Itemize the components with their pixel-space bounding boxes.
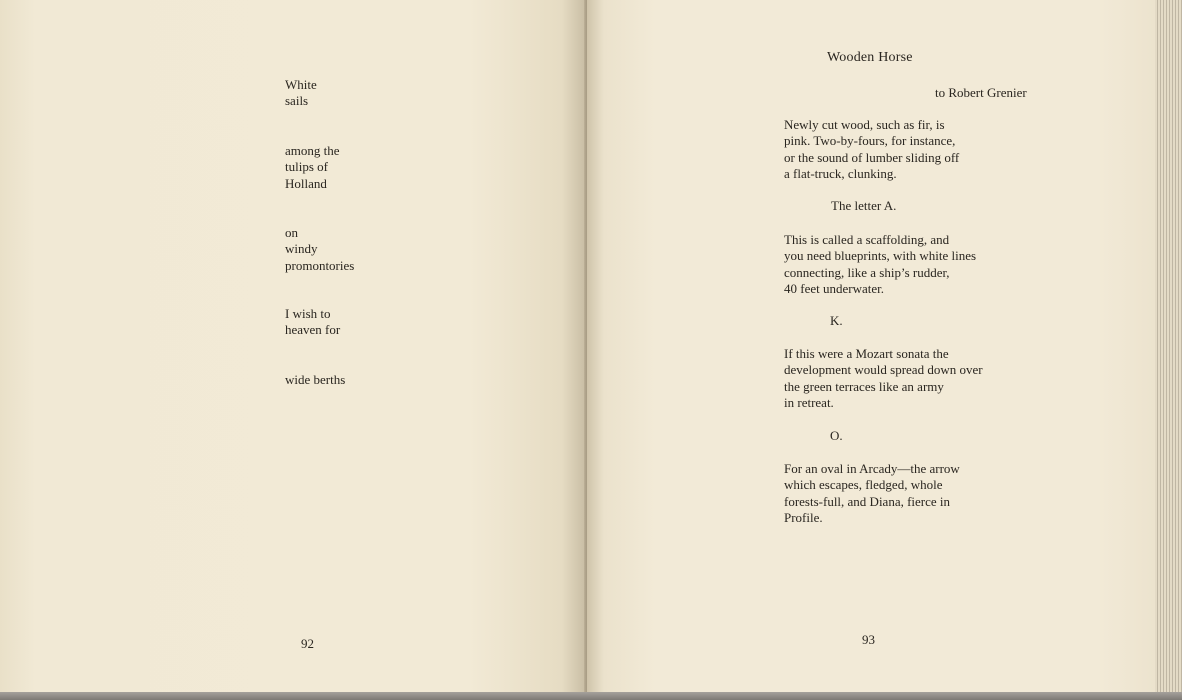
dedication: to Robert Grenier	[935, 85, 1027, 100]
letter-k: K.	[830, 313, 843, 328]
fore-edge	[1155, 0, 1182, 692]
page-number-left: 92	[301, 636, 314, 651]
left-stanza	[285, 306, 340, 339]
poem-line: Holland	[285, 175, 327, 191]
poem-title: Wooden Horse	[827, 50, 913, 65]
poem-line: tulips of	[285, 159, 328, 175]
stanza-4	[784, 461, 960, 526]
poem-line: the green terraces like an army	[784, 378, 944, 394]
poem-line: you need blueprints, with white lines	[784, 248, 977, 264]
poem-line: forests-full, and Diana, fierce in	[784, 493, 951, 509]
letter-o: O.	[830, 428, 843, 443]
right-page	[587, 0, 1155, 692]
letter-a: The letter A.	[831, 198, 897, 213]
poem-line: among the	[285, 143, 340, 158]
poem-line: development would spread down over	[784, 362, 983, 378]
poem-line: If this were a Mozart sonata the	[784, 346, 949, 361]
page-number-right: 93	[862, 632, 875, 647]
poem-line: or the sound of lumber sliding off	[784, 149, 960, 165]
poem-line: I wish to	[285, 306, 331, 321]
poem-line: on	[285, 225, 298, 240]
left-stanza	[285, 225, 354, 274]
left-stanza	[285, 372, 345, 388]
poem-line: For an oval in Arcady—the arrow	[784, 461, 960, 476]
poem-line: This is called a scaffolding, and	[784, 232, 950, 247]
book-bottom-edge	[0, 692, 1182, 700]
poem-line: White	[285, 77, 317, 92]
left-stanza	[285, 77, 317, 110]
stanza-1	[784, 117, 959, 182]
poem-line: connecting, like a ship’s rudder,	[784, 264, 950, 280]
poem-line: Profile.	[784, 509, 823, 525]
left-page	[0, 0, 585, 692]
stanza-2	[784, 232, 976, 297]
poem-line: windy	[285, 241, 318, 257]
left-stanza	[285, 143, 340, 192]
stanza-3	[784, 346, 983, 411]
poem-line: wide berths	[285, 372, 346, 387]
poem-line: which escapes, fledged, whole	[784, 477, 943, 493]
poem-line: 40 feet underwater.	[784, 280, 884, 296]
poem-line: in retreat.	[784, 394, 834, 410]
poem-line: pink. Two-by-fours, for instance,	[784, 133, 956, 149]
poem-line: Newly cut wood, such as fir, is	[784, 117, 945, 132]
poem-line: sails	[285, 93, 309, 109]
poem-line: promontories	[285, 257, 355, 273]
poem-line: a flat-truck, clunking.	[784, 165, 897, 181]
poem-line: heaven for	[285, 322, 341, 338]
